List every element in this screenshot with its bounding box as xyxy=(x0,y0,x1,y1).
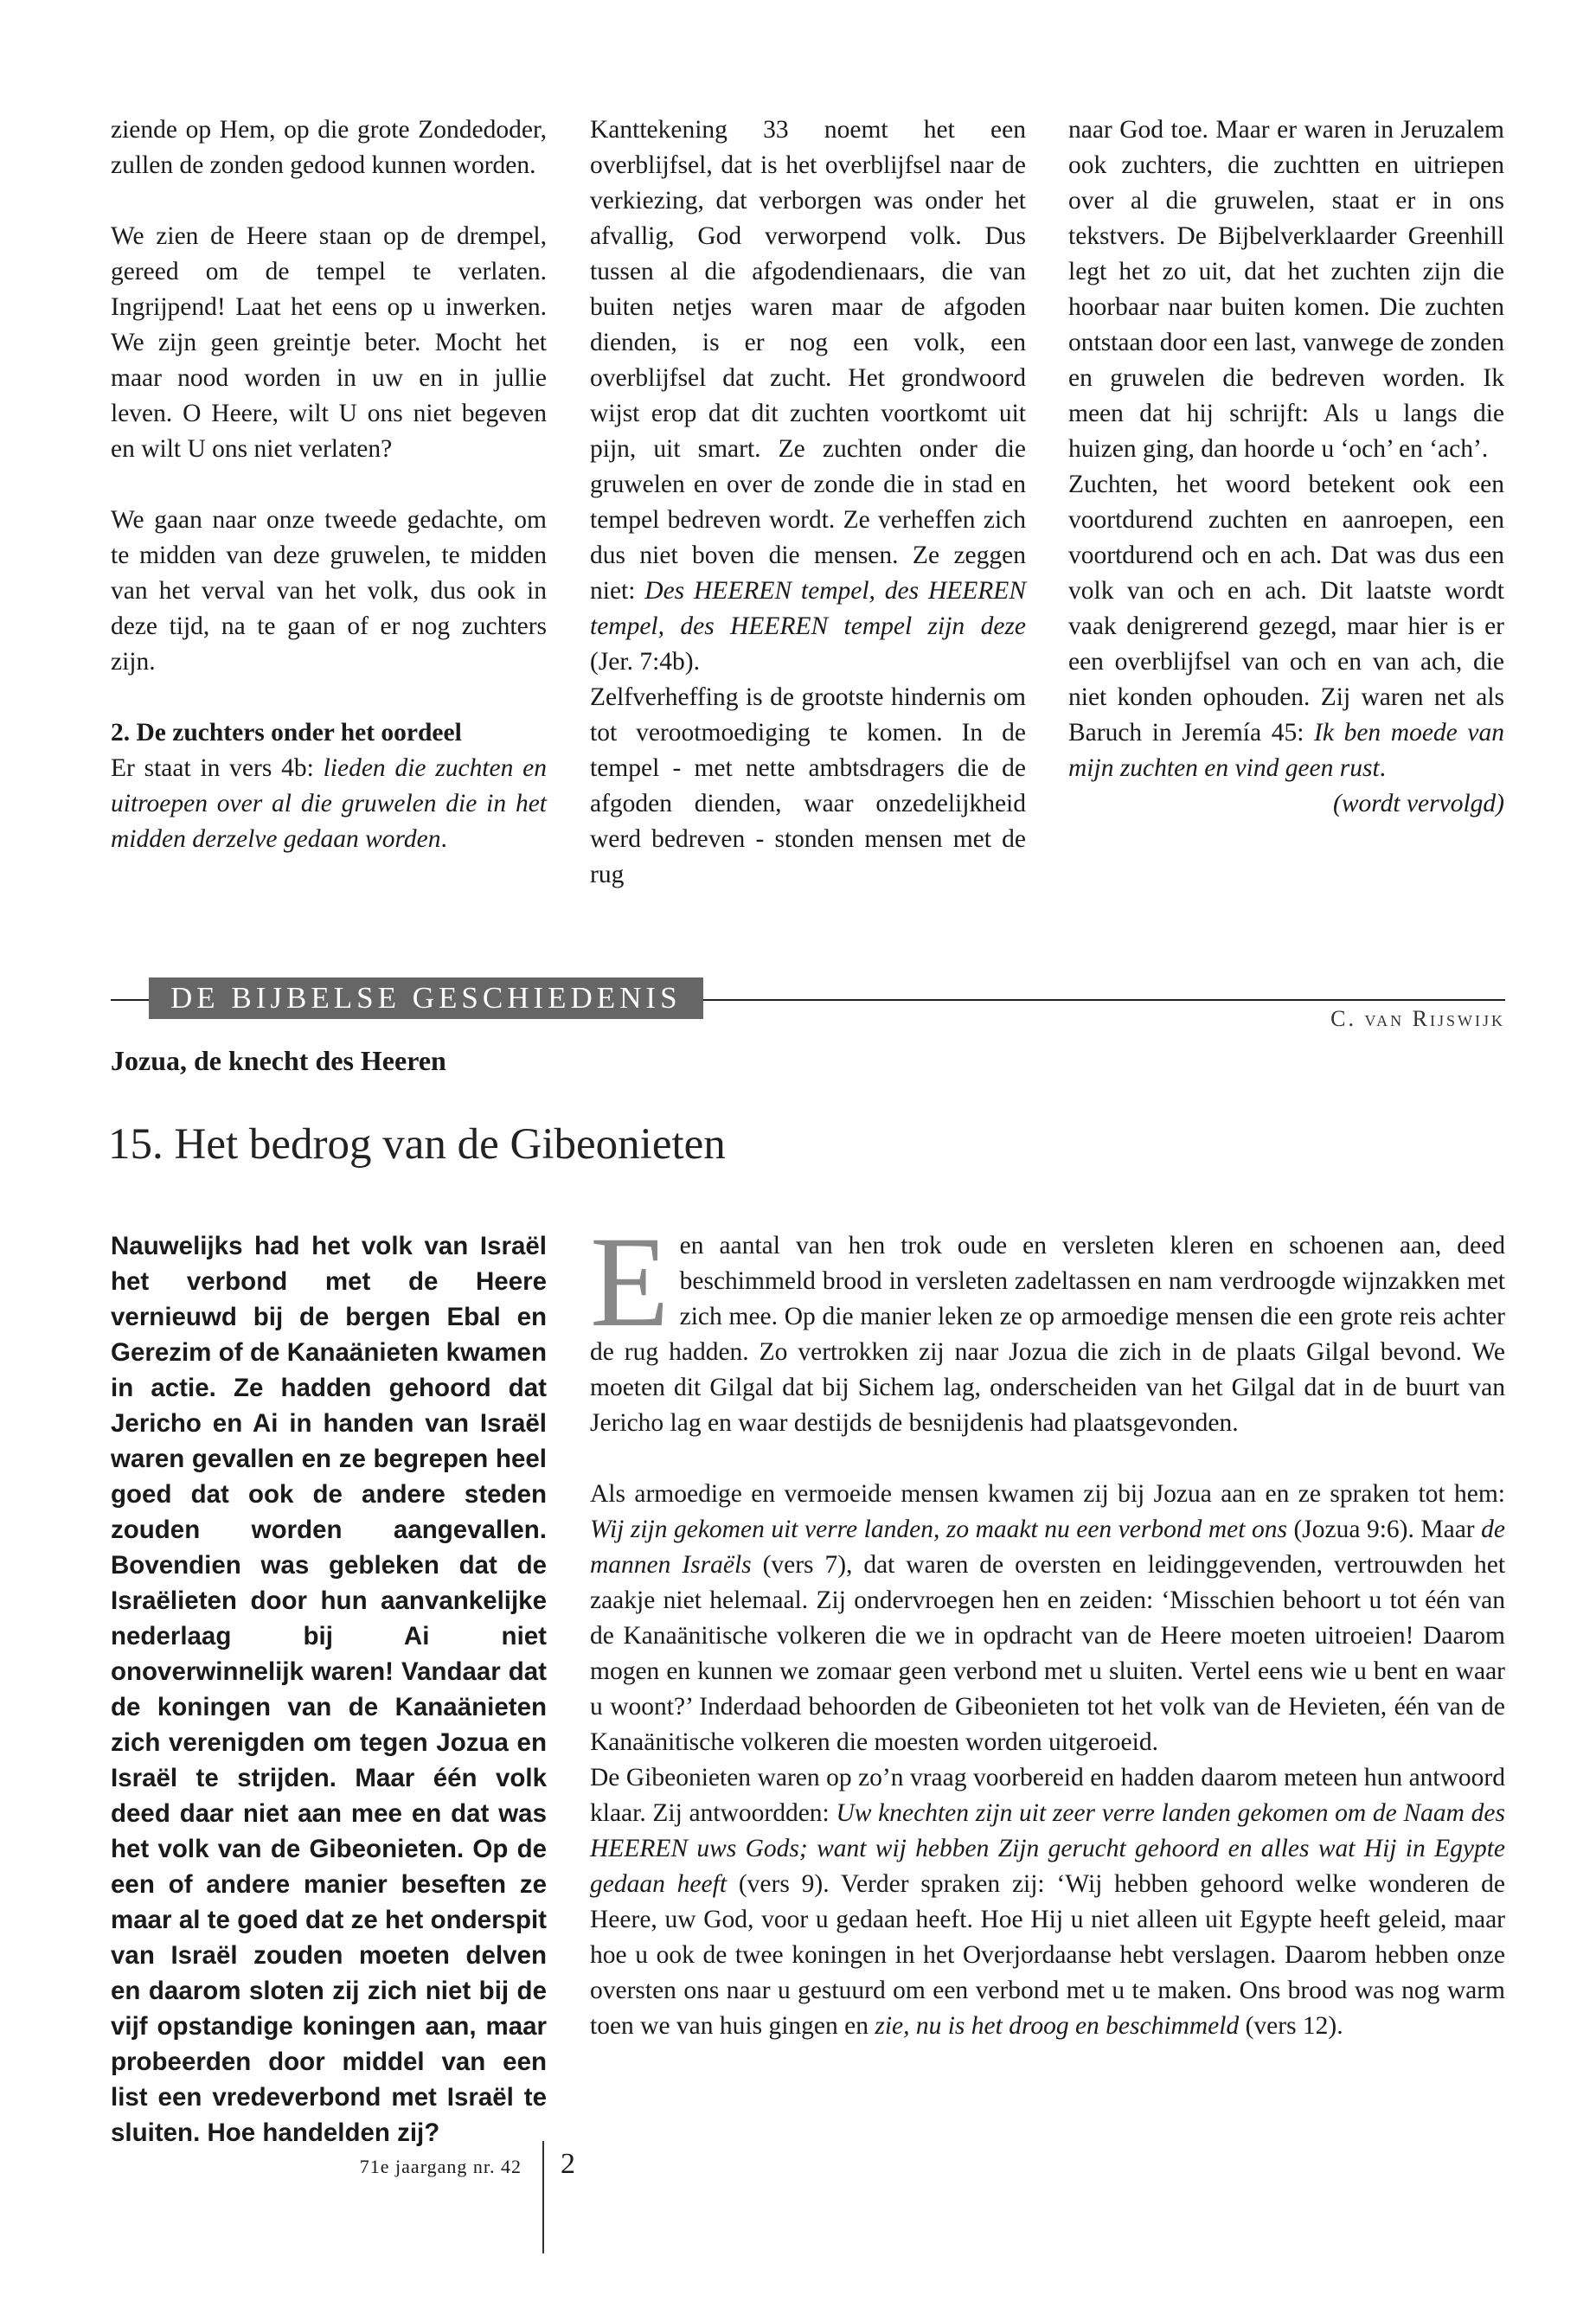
column-1 xyxy=(111,112,547,857)
section-label: DE BIJBELSE GESCHIEDENIS xyxy=(149,977,703,1019)
continued-note xyxy=(1068,786,1504,822)
text: (Jer. 7:4b). xyxy=(590,648,700,676)
paragraph xyxy=(590,1760,1505,2044)
issue-info: 71e jaargang nr. 42 xyxy=(359,2156,522,2177)
text: Er staat in vers 4b: xyxy=(111,754,324,782)
column-2 xyxy=(590,112,1026,893)
drop-cap: E xyxy=(590,1210,670,1354)
paragraph xyxy=(590,1210,1505,1441)
subheading xyxy=(111,715,547,751)
paragraph: We gaan naar onze tweede gedachte, om te midden van deze gruwelen, te midden van het verval van het volk, dus ook in deze tijd, na te gaan of er nog zuchters zijn. xyxy=(111,506,547,676)
subheading-text: 2. De zuchters onder het oordeel xyxy=(111,719,462,747)
quote: Uw knechten zijn uit zeer verre landen gekomen om de Naam des HEEREN uws Gods; want wij hebben Zijn gerucht gehoord en alles wat Hij in Egypte gedaan heeft xyxy=(590,1799,1505,1898)
paragraph xyxy=(590,112,1026,680)
quote: Des HEEREN tempel, des HEEREN tempel, des HEEREN tempel zijn deze xyxy=(590,577,1026,640)
text: (vers 7), dat waren de oversten en leidinggevenden, vertrouwden het zaakje niet helemaal. Zij ondervroegen hen en zeiden: ‘Misschien behoort u tot één van de Kanaänitische volkeren die we in opdracht van de Heere moeten uitroeien! Daarom mogen en kunnen we zomaar geen verbond met u sluiten. Vertel eens wie u bent en waar u woont?’ Inderdaad behoorden de Gibeonieten tot het volk van de Hevieten, één van de Kanaänitische volkeren die moesten worden uitgeroeid. xyxy=(590,1551,1506,1756)
text: (vers 9). Verder spraken zij: ‘Wij hebben gehoord welke wonderen de Heere, uw God, voor u gedaan heeft. Hoe Hij u niet alleen uit Egypte heeft geleid, maar hoe u ook de twee koningen in het Overjordaanse hebt verslagen. Daarom hebben onze oversten ons naar u gestuurd om een verbond met u te maken. Ons brood was nog warm toen we van huis gingen en xyxy=(590,1870,1505,2040)
text: . xyxy=(1379,754,1387,782)
paragraph: We zien de Heere staan op de drempel, gereed om de tempel te verlaten. Ingrijpend! Laat het eens op u inwerken. We zijn geen greintje beter. Mocht het maar nood worden in uw en in jullie leven. O Heere, wilt U ons niet begeven en wilt U ons niet verlaten? xyxy=(111,222,547,463)
text: Als armoedige en vermoeide mensen kwamen zij bij Jozua aan en ze spraken tot hem: xyxy=(590,1480,1505,1508)
text: . xyxy=(440,825,447,853)
text: (vers 12). xyxy=(1239,2012,1343,2040)
continued-text: (wordt vervolgd) xyxy=(1333,790,1504,817)
text: Kanttekening 33 noemt het een overblijfsel, dat is het overblijfsel naar de verkiezing, dat verborgen was onder het afvallig, God verworpend volk. Dus tussen al die afgodendienaars, die van buiten netjes waren maar de afgoden dienden, is er nog een volk, een overblijfsel dat zucht. Het grondwoord wijst erop dat dit zuchten voortkomt uit pijn, uit smart. Ze zuchten onder die gruwelen en over de zonde die in stad en tempel bedreven wordt. Ze verheffen zich dus niet boven die mensen. Ze zeggen niet: xyxy=(590,116,1026,605)
quote: Wij zijn gekomen uit verre landen, zo maakt nu een verbond met ons xyxy=(590,1516,1287,1543)
paragraph: Zelfverheffing is de grootste hindernis om tot verootmoediging te komen. In de tempel - met nette ambtsdragers die de afgoden dienden, waar onzedelijkheid werd bedreven - stonden mensen met de rug xyxy=(590,683,1026,888)
text: en aantal van hen trok oude en versleten kleren en schoenen aan, deed beschimmeld brood in versleten zadeltassen en nam verdroogde wijnzakken met zich mee. Op die manier leken ze op armoedige mensen die een grote reis achter de rug hadden. Zo vertrokken zij naar Jozua die zich in de plaats Gilgal bevond. We moeten dit Gilgal dat bij Sichem lag, onderscheiden van het Gilgal dat in de buurt van Jericho lag en waar destijds de besnijdenis had plaatsgevonden. xyxy=(590,1232,1505,1437)
article-body xyxy=(590,1210,1506,2044)
page-number: 2 xyxy=(561,2148,575,2180)
series-title: Jozua, de knecht des Heeren xyxy=(111,1045,446,1076)
text: De Gibeonieten waren op zo’n vraag voorbereid en hadden daarom meteen hun antwoord klaar. Zij antwoordden: xyxy=(590,1764,1505,1827)
text: Zuchten, het woord betekent ook een voortdurend zuchten en aanroepen, een voortdurend och en ach. Dat was dus een volk van och en ach. Dit laatste wordt vaak denigrerend gezegd, maar hier is er een overblijfsel van och en van ach, die niet konden ophouden. Zij waren net als Baruch in Jeremía 45: xyxy=(1068,471,1504,747)
paragraph xyxy=(111,751,547,857)
author: C. van Rijswijk xyxy=(1330,1006,1505,1031)
footer-divider xyxy=(542,2141,544,2253)
paragraph: naar God toe. Maar er waren in Jeruzalem ook zuchters, die zuchtten en uitriepen over al die gruwelen, staat er in ons tekstvers. De Bijbelverklaarder Greenhill legt het zo uit, dat het zuchten zijn die hoorbaar naar buiten komen. Die zuchten ontstaan door een last, vanwege de zonden en gruwelen die bedreven worden. Ik meen dat hij schrijft: Als u langs die huizen ging, dan hoorde u ‘och’ en ‘ach’. xyxy=(1068,116,1504,463)
article-title: 15. Het bedrog van de Gibeonieten xyxy=(108,1120,726,1169)
quote: de mannen Israëls xyxy=(590,1516,1505,1579)
quote: lieden die zuchten en uitroepen over al die gruwelen die in het midden derzelve gedaan worden xyxy=(111,754,548,853)
lead-paragraph: Nauwelijks had het volk van Israël het verbond met de Heere vernieuwd bij de bergen Ebal en Gerezim of de Kanaänieten kwamen in actie. Ze hadden gehoord dat Jericho en Ai in handen van Israël waren gevallen en ze begrepen heel goed dat ook de andere steden zouden worden aangevallen. Bovendien was gebleken dat de Israëlieten door hun aanvankelijke nederlaag bij Ai niet onoverwinnelijk waren! Vandaar dat de koningen van de Kanaänieten zich verenigden om tegen Jozua en Israël te strijden. Maar één volk deed daar niet aan mee en dat was het volk van de Gibeonieten. Op de een of andere manier beseften ze maar al te goed dat ze het onderspit van Israël zouden moeten delven en daarom sloten zij zich niet bij de vijf opstandige koningen aan, maar probeerden door middel van een list een vredeverbond met Israël te sluiten. Hoe handelden zij? xyxy=(111,1232,547,2147)
quote: Ik ben moede van mijn zuchten en vind geen rust xyxy=(1068,719,1504,782)
paragraph xyxy=(590,1477,1505,1760)
column-3 xyxy=(1068,112,1504,822)
paragraph xyxy=(1068,467,1504,786)
text: (Jozua 9:6). Maar xyxy=(1286,1516,1482,1543)
quote: zie, nu is het droog en beschimmeld xyxy=(875,2012,1240,2040)
paragraph: ziende op Hem, op die grote Zondedoder, zullen de zonden gedood kunnen worden. xyxy=(111,116,547,179)
